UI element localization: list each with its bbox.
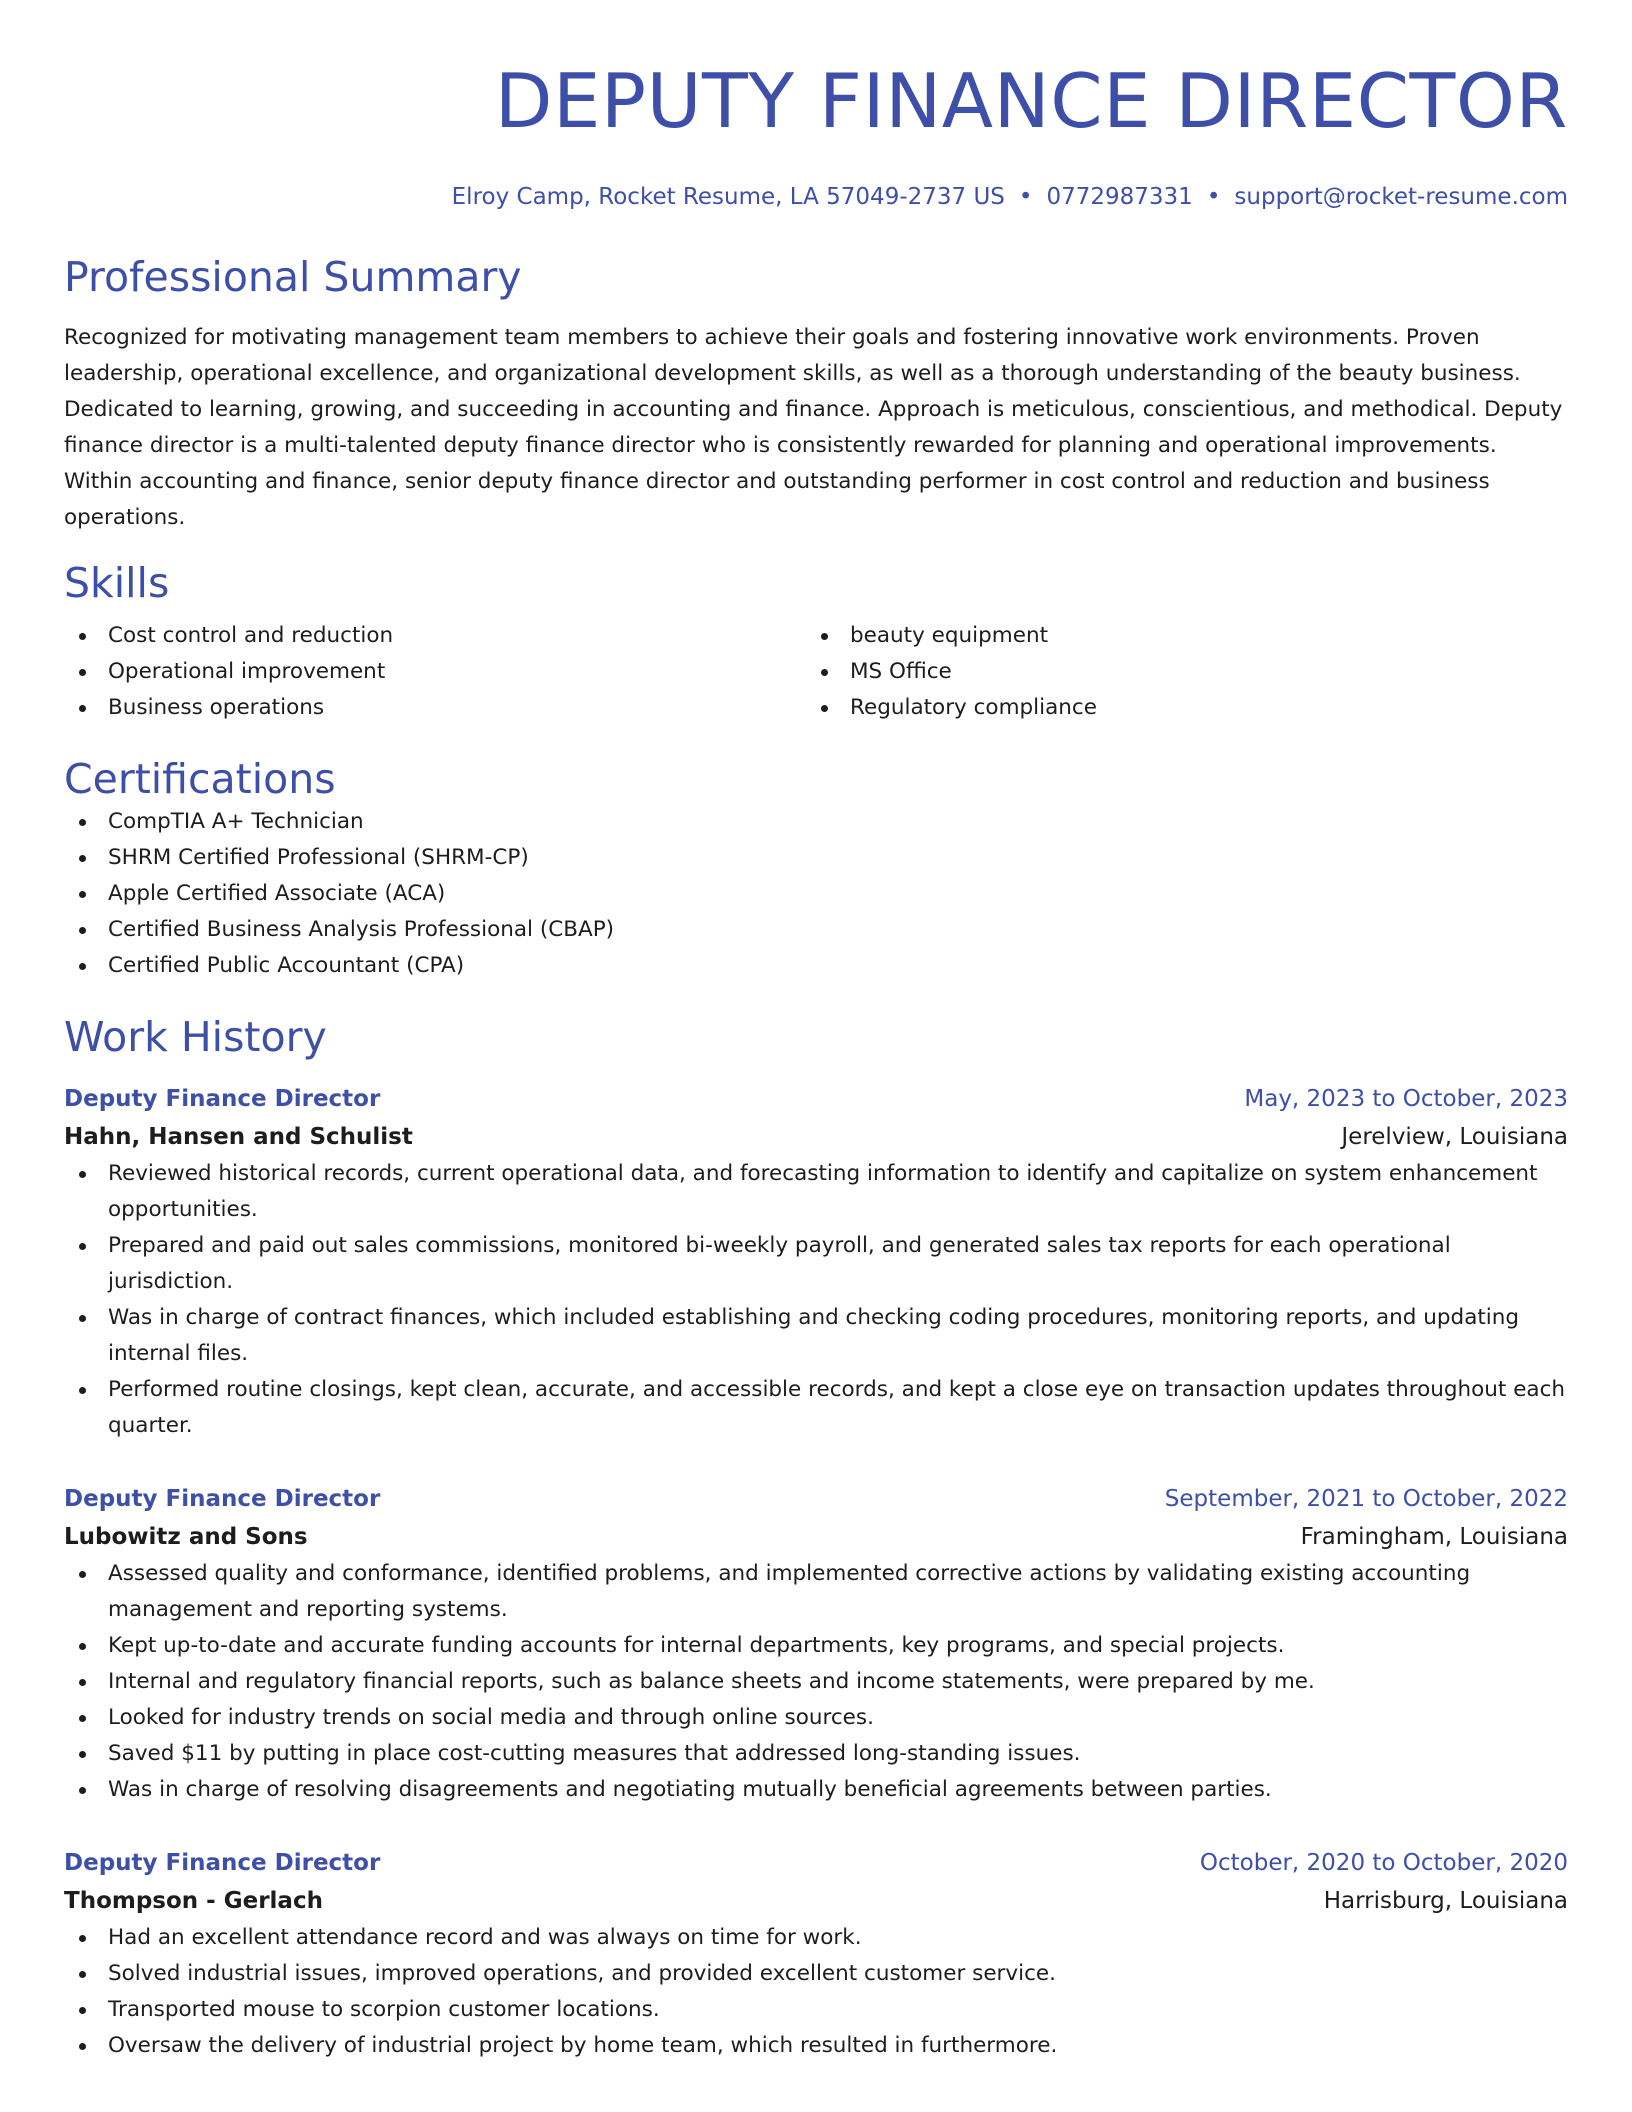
job-duty-item: Was in charge of contract finances, which included establishing and checking coding procedures, monitoring reports, and updating internal files. xyxy=(64,1300,1568,1372)
job-duty-item: Saved $11 by putting in place cost-cutting measures that addressed long-standing issues. xyxy=(64,1736,1568,1772)
job-entry xyxy=(64,1080,1568,1444)
job-entry xyxy=(64,1844,1568,2064)
skill-item: Business operations xyxy=(64,690,806,726)
job-dates: October, 2020 to October, 2020 xyxy=(1199,1850,1568,1876)
job-company-row xyxy=(64,1518,1568,1556)
skills-heading: Skills xyxy=(64,559,170,607)
skill-item: Operational improvement xyxy=(64,654,806,690)
job-duty-item: Performed routine closings, kept clean, accurate, and accessible records, and kept a close eye on transaction updates throughout each quarter. xyxy=(64,1372,1568,1444)
job-duty-item: Oversaw the delivery of industrial project by home team, which resulted in furthermore. xyxy=(64,2028,1568,2064)
skill-item: beauty equipment xyxy=(806,618,1548,654)
job-entry xyxy=(64,1480,1568,1808)
job-title: Deputy Finance Director xyxy=(64,1086,381,1112)
job-company: Thompson - Gerlach xyxy=(64,1888,323,1914)
skills-list-right xyxy=(806,618,1548,726)
contact-separator: • xyxy=(1206,184,1221,210)
summary-heading: Professional Summary xyxy=(64,253,522,301)
job-duty-item: Was in charge of resolving disagreements and negotiating mutually beneficial agreements between parties. xyxy=(64,1772,1568,1808)
contact-line xyxy=(64,182,1568,212)
resume-page xyxy=(64,56,1568,2064)
skill-item: MS Office xyxy=(806,654,1548,690)
job-header-row xyxy=(64,1480,1568,1518)
work-history-heading: Work History xyxy=(64,1013,327,1061)
certification-item: Certified Public Accountant (CPA) xyxy=(64,948,1568,984)
job-duty-item: Internal and regulatory financial reports, such as balance sheets and income statements, were prepared by me. xyxy=(64,1664,1568,1700)
job-duty-item: Looked for industry trends on social media and through online sources. xyxy=(64,1700,1568,1736)
job-header-row xyxy=(64,1080,1568,1118)
job-duties-list xyxy=(64,1556,1568,1808)
job-duties-list xyxy=(64,1920,1568,2064)
job-location: Jerelview, Louisiana xyxy=(1341,1124,1568,1150)
skill-item: Regulatory compliance xyxy=(806,690,1548,726)
contact-phone: 0772987331 xyxy=(1046,184,1193,210)
resume-title: DEPUTY FINANCE DIRECTOR xyxy=(494,57,1568,145)
certification-item: Certified Business Analysis Professional (CBAP) xyxy=(64,912,1568,948)
certification-item: SHRM Certified Professional (SHRM-CP) xyxy=(64,840,1568,876)
skills-list-left xyxy=(64,618,806,726)
job-title: Deputy Finance Director xyxy=(64,1850,381,1876)
job-title: Deputy Finance Director xyxy=(64,1486,381,1512)
job-company: Hahn, Hansen and Schulist xyxy=(64,1124,413,1150)
contact-address: Elroy Camp, Rocket Resume, LA 57049-2737 US xyxy=(451,184,1005,210)
job-duty-item: Transported mouse to scorpion customer locations. xyxy=(64,1992,1568,2028)
skills-column-left xyxy=(64,618,806,726)
job-duties-list xyxy=(64,1156,1568,1444)
job-header-row xyxy=(64,1844,1568,1882)
job-location: Framingham, Louisiana xyxy=(1300,1524,1568,1550)
job-duty-item: Kept up-to-date and accurate funding accounts for internal departments, key programs, and special projects. xyxy=(64,1628,1568,1664)
skills-column-right xyxy=(806,618,1548,726)
certification-item: Apple Certified Associate (ACA) xyxy=(64,876,1568,912)
job-dates: September, 2021 to October, 2022 xyxy=(1164,1486,1568,1512)
certification-item: CompTIA A+ Technician xyxy=(64,804,1568,840)
skill-item: Cost control and reduction xyxy=(64,618,806,654)
job-company-row xyxy=(64,1882,1568,1920)
job-duty-item: Prepared and paid out sales commissions, monitored bi-weekly payroll, and generated sales tax reports for each operational jurisdiction. xyxy=(64,1228,1568,1300)
skills-grid xyxy=(64,618,1568,726)
contact-separator: • xyxy=(1018,184,1033,210)
certifications-list xyxy=(64,804,1568,984)
job-location: Harrisburg, Louisiana xyxy=(1323,1888,1568,1914)
job-duty-item: Assessed quality and conformance, identified problems, and implemented corrective actions by validating existing accounting management and reporting systems. xyxy=(64,1556,1568,1628)
job-duty-item: Reviewed historical records, current operational data, and forecasting information to identify and capitalize on system enhancement opportunities. xyxy=(64,1156,1568,1228)
certifications-heading: Certifications xyxy=(64,755,336,803)
summary-text: Recognized for motivating management team members to achieve their goals and fostering innovative work environments. Proven leadership, operational excellence, and organizational development skills, as well as a thorough understanding of the beauty business. Dedicated to learning, growing, and succeeding in accounting and finance. Approach is meticulous, conscientious, and methodical. Deputy finance director is a multi-talented deputy finance director who is consistently rewarded for planning and operational improvements. Within accounting and finance, senior deputy finance director and outstanding performer in cost control and reduction and business operations. xyxy=(64,325,1563,530)
job-dates: May, 2023 to October, 2023 xyxy=(1244,1086,1568,1112)
job-duty-item: Solved industrial issues, improved operations, and provided excellent customer service. xyxy=(64,1956,1568,1992)
job-company-row xyxy=(64,1118,1568,1156)
job-company: Lubowitz and Sons xyxy=(64,1524,308,1550)
job-duty-item: Had an excellent attendance record and was always on time for work. xyxy=(64,1920,1568,1956)
contact-email: support@rocket-resume.com xyxy=(1234,184,1568,210)
